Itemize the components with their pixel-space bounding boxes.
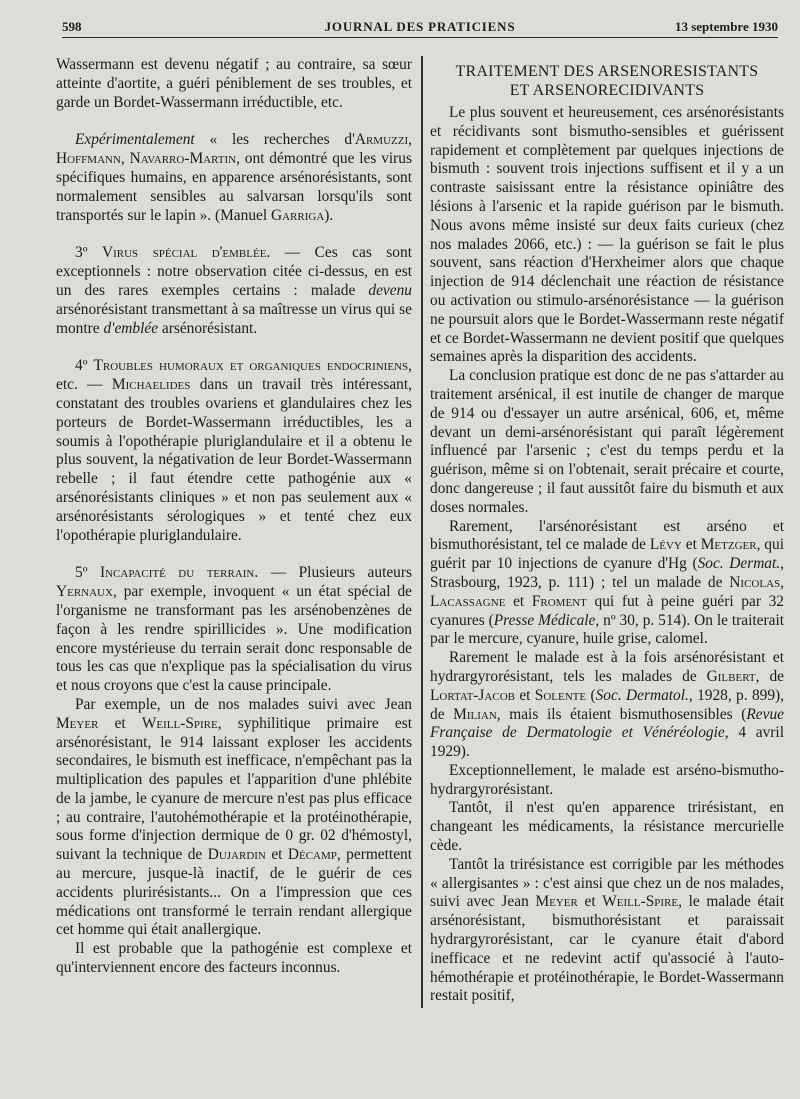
page-number: 598 — [62, 19, 82, 34]
section-incapacite-terrain: 5º Incapacité du terrain. — Plusieurs auteurs Yernaux, par exemple, invoquent « un état spécial de l'organisme ne transformant pas les arsénobenzènes de façon à les rendre spirillicides ». Une modification encore mystérieuse du terrain serait donc responsable de tous les cas que n'explique pas la spécialisation du virus et nous croyons que c'est la cause principale. — [56, 564, 412, 695]
paragraph: Expérimentalement « les recherches d'Armuzzi, Hoffmann, Navarro-Martin, ont démontré que les virus spécifiques humains, en apparence arsénorésistants, sont normalement sensibles au salvarsan lorsqu'ils sont transportés sur le lapin ». (Manuel Garriga). — [56, 131, 412, 224]
paragraph: Tantôt, il n'est qu'en apparence trirésistant, en changeant les médicaments, la résistance mercurielle cède. — [430, 799, 784, 855]
paragraph: Wassermann est devenu négatif ; au contraire, sa sœur atteinte d'aortite, a guéri péniblement de ses troubles, et garde un Bordet-Wassermann irréductible, etc. — [56, 56, 412, 111]
section-virus-special: 3º Virus spécial d'emblée. — Ces cas sont exceptionnels : notre observation citée ci-dessus, en est un des rares exemples certains : malade devenu arsénorésistant transmettant à sa maîtresse un virus qui se montre d'emblée arsénorésistant. — [56, 244, 412, 337]
paragraph: Le plus souvent et heureusement, ces arsénorésistants et récidivants sont bismutho-sensibles et guérissent rapidement et complètement par quelques injections de bismuth : souvent trois injections suffisent et il y a un contraste saisissant entre la résistance opiniâtre des lésions à l'arsenic et la rapide guérison par le bismuth. Nous avons même insisté sur deux faits curieux (chez nos malades 2066, etc.) : — la guérison se fait le plus souvent, sans réaction d'Herxheimer alors que chaque injection de 914 déclenchait une réaction de résistance ou activation ou stimulo-arsénorésistance — la guérison ne poursuit alors que le Bordet-Wassermann reste négatif et ce Bordet-Wassermann ne devient positif que quelques semaines après la disparition des accidents. — [430, 104, 784, 366]
paragraph: Il est probable que la pathogénie est complexe et qu'interviennent encore des facteurs inconnus. — [56, 940, 412, 977]
page-header — [62, 15, 778, 38]
section-title: Virus spécial d'emblée. — [101, 244, 271, 262]
paragraph: Exceptionnellement, le malade est arséno-bismutho-hydrargyrorésistant. — [430, 761, 784, 798]
column-divider — [421, 56, 423, 1008]
section-heading: TRAITEMENT DES ARSENORESISTANTS ET ARSENORECIDIVANTS — [455, 63, 759, 99]
left-column — [56, 56, 412, 978]
section-title: Incapacité du terrain. — [99, 564, 259, 582]
paragraph: Rarement le malade est à la fois arsénorésistant et hydrargyrorésistant, tels les malades de Gilbert, de Lortat-Jacob et Solente (Soc. Dermatol., 1928, p. 899), de Milian, mais ils étaient bismuthosensibles (Revue Française de Dermatologie et Vénéréologie, 4 avril 1929). — [430, 649, 784, 761]
paragraph: Tantôt la trirésistance est corrigible par les méthodes « allergisantes » : c'est ainsi que chez un de nos malades, suivi avec Jean Meyer et Weill-Spire, le malade était arsénorésistant, bismuthorésistant et paraissait hydrargyrorésistant, car le cyanure était d'abord inefficace et ne redevint actif qu'associé à l'auto-hémothérapie et protéinothérapie, le Bordet-Wassermann restait positif, — [430, 855, 784, 1005]
section-title: Troubles humoraux et organiques endocriniens — [93, 357, 409, 375]
journal-title: JOURNAL DES PRATICIENS — [324, 19, 516, 34]
paragraph: Par exemple, un de nos malades suivi avec Jean Meyer et Weill-Spire, syphilitique primaire est arsénorésistant, le 914 laissant exploser les accidents secondaires, le bismuth est inefficace, n'empêchant pas la multiplication des papules et l'apparition d'une phlébite de la jambe, le cyanure de mercure n'est pas plus efficace ; au contraire, l'autohémothérapie et la protéinothérapie, sous forme d'injection dermique de 0 gr. 02 d'hémostyl, suivant la technique de Dujardin et Décamp, permettent au mercure, jusque-là inactif, de le guérir de ces accidents plurirésistants... On a l'impression que ces médications ont transformé le terrain rendant allergique cet homme qui était anallergique. — [56, 695, 412, 939]
section-troubles-humoraux: 4º Troubles humoraux et organiques endocriniens, etc. — Michaelides dans un travail très intéressant, constatant des troubles ovariens et glandulaires chez les porteurs de Bordet-Wassermann irréductibles, les a soumis à l'opothérapie pluriglandulaire et il a obtenu le plus souvent, la négativation de leur Bordet-Wassermann rebelle ; il faut étendre cette pathogénie aux « arsénorésistants cliniques » et non pas seulement aux « arsénorésistants sérologiques » et tenté chez eux l'opothérapie pluriglandulaire. — [56, 357, 412, 544]
paragraph: Rarement, l'arsénorésistant est arséno et bismuthorésistant, tel ce malade de Lévy et Metzger, qui guérit par 10 injections de cyanure d'Hg (Soc. Dermat., Strasbourg, 1923, p. 111) ; tel un malade de Nicolas, Lacassagne et Froment qui fut à peine guéri par 32 cyanures (Presse Médicale, nº 30, p. 514). On le traiterait par le mercure, cyanure, huile grise, calomel. — [430, 517, 784, 648]
right-column — [430, 56, 784, 1006]
issue-date: 13 septembre 1930 — [674, 19, 778, 34]
paragraph: La conclusion pratique est donc de ne pas s'attarder au traitement arsénical, il est inutile de changer de marque de 914 ou d'essayer un autre arsénical, 606, et, même devant un demi-arsénorésistant qui paraît légèrement influencé par l'arsenic ; c'est du temps perdu et la guérison, même si on l'obtenait, serait précaire et courte, donc dangereuse ; il faut aussitôt faire du bismuth et aux doses normales. — [430, 367, 784, 516]
